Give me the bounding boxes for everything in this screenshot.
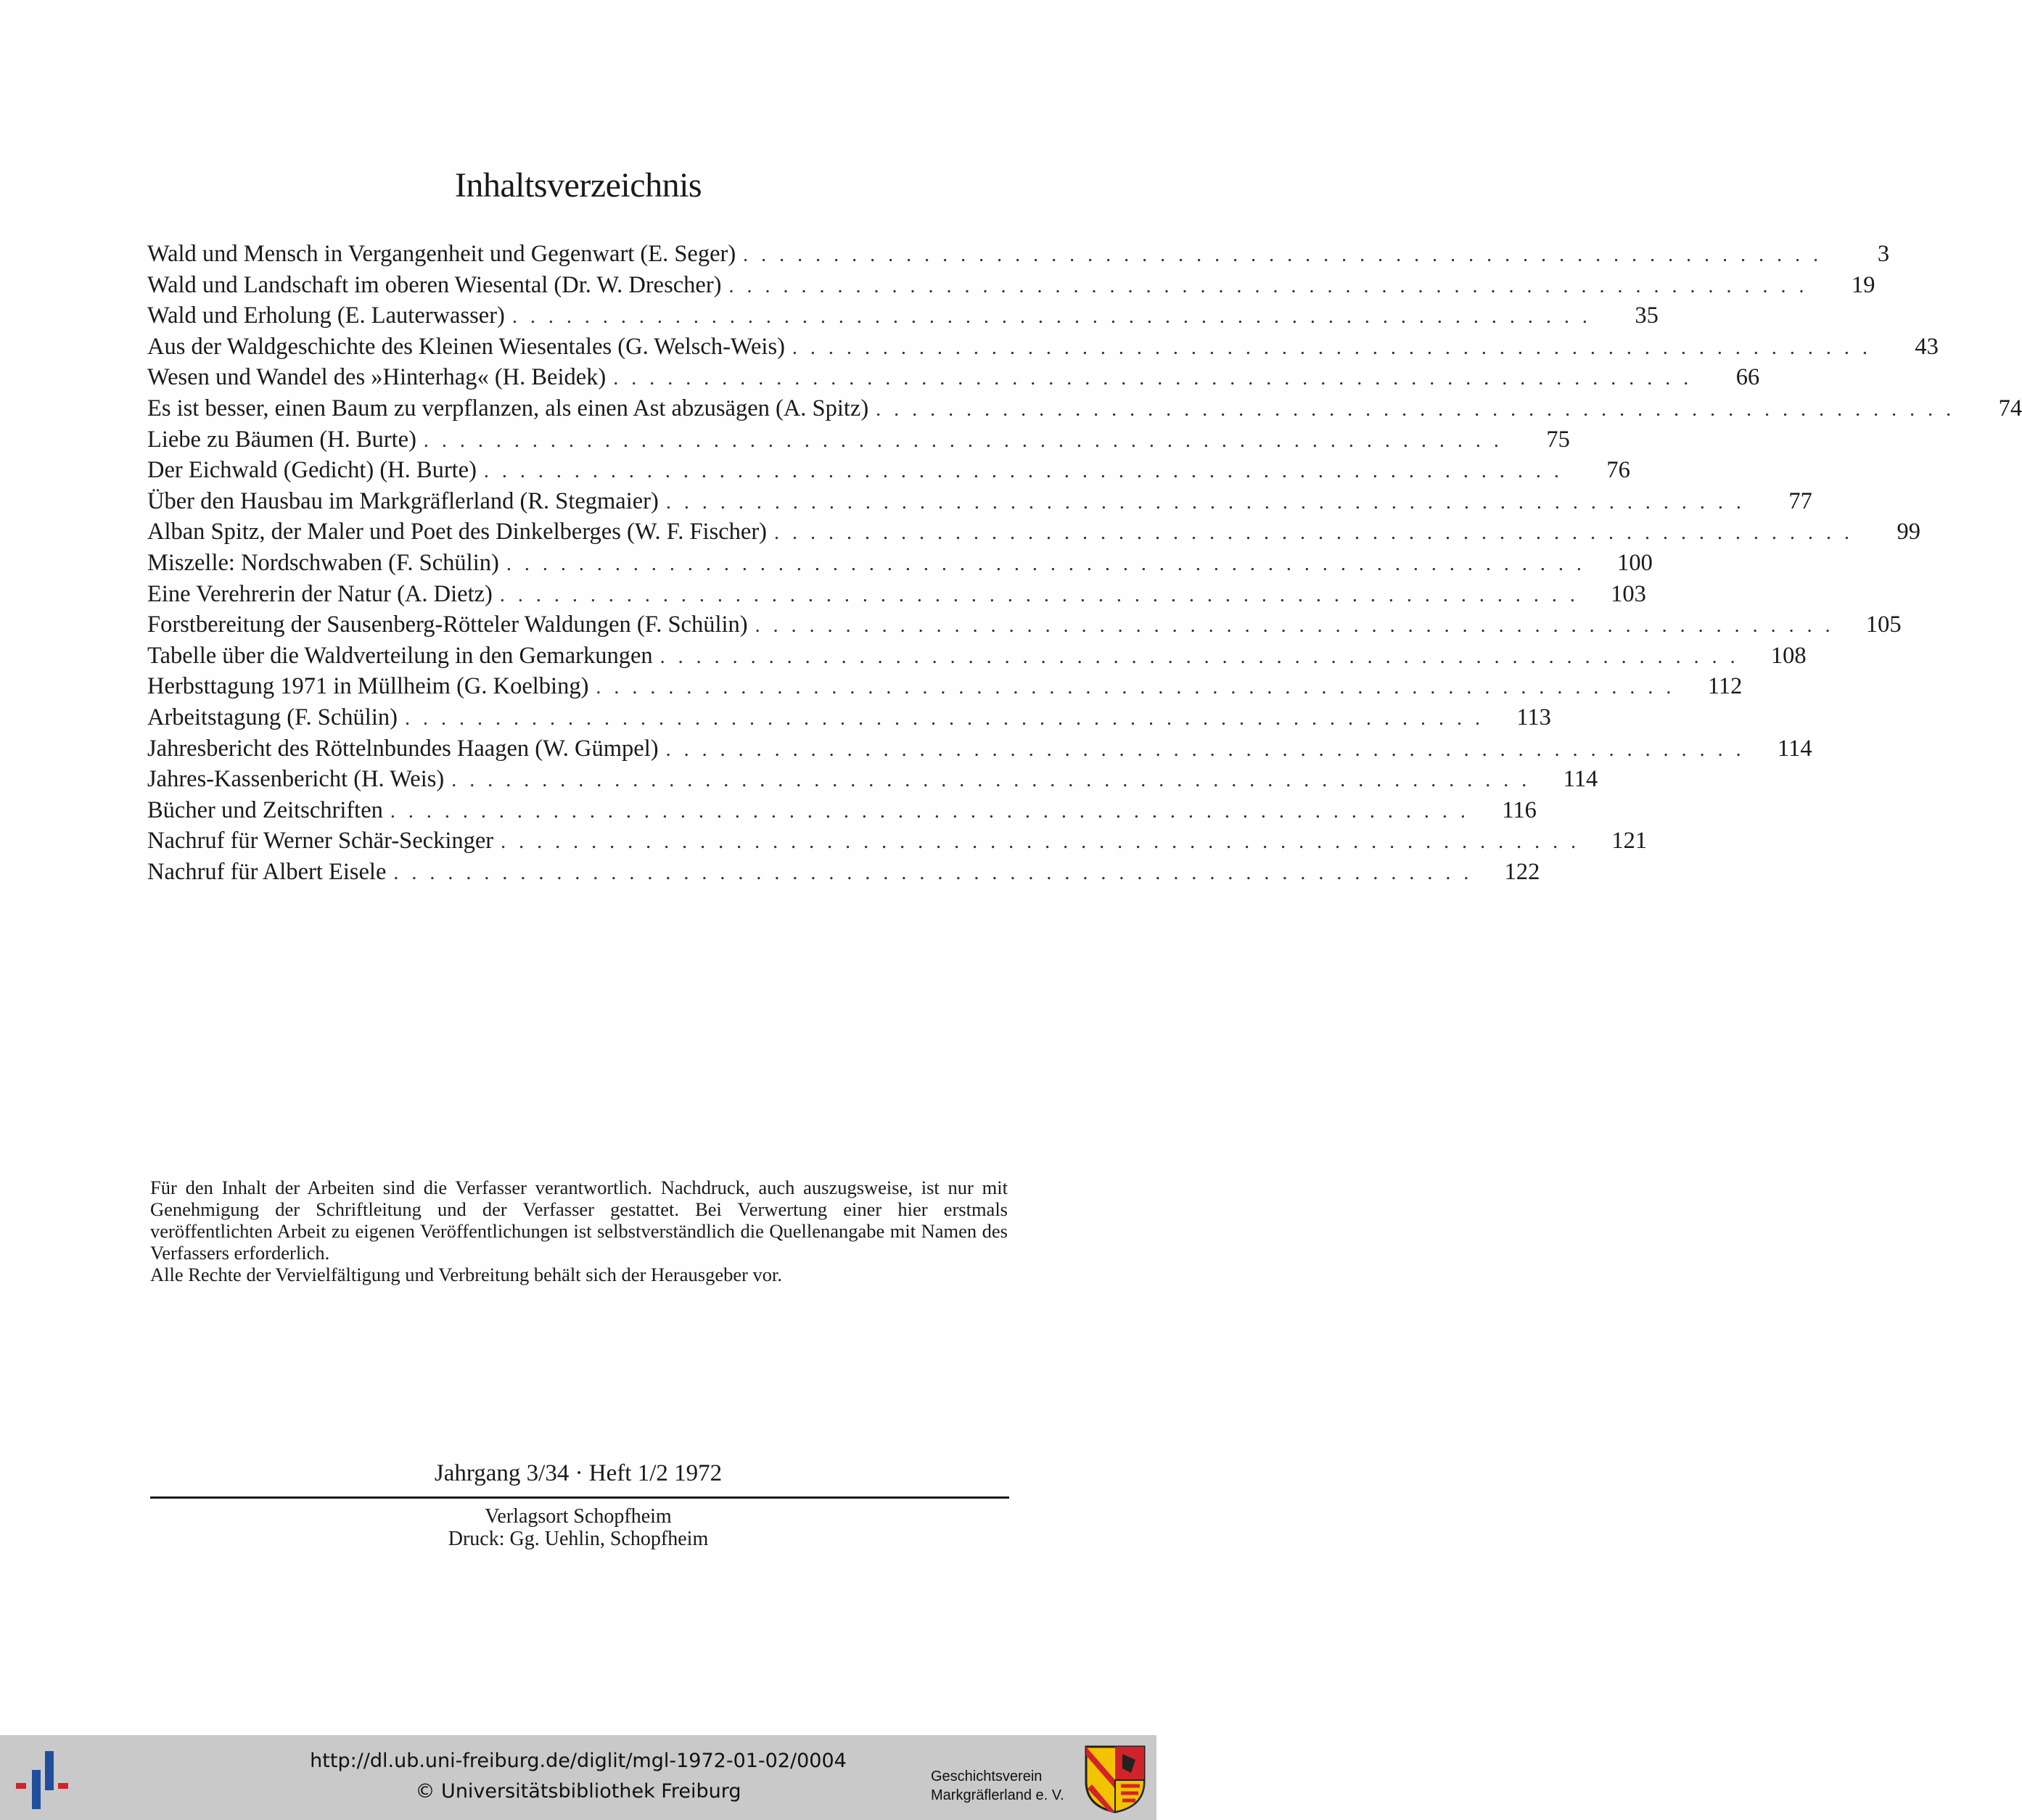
society-line-1: Geschichtsverein <box>931 1768 1043 1784</box>
toc-entry-page: 100 <box>1617 549 1653 576</box>
toc-entry-title: Wald und Erholung (E. Lauterwasser) <box>147 302 505 329</box>
toc-entry-title: Bücher und Zeitschriften <box>147 796 383 823</box>
toc-entry-page: 121 <box>1611 828 1648 855</box>
toc-entry <box>147 271 1875 303</box>
divider <box>150 1496 1009 1499</box>
toc-entry-title: Über den Hausbau im Markgräflerland (R. Stegmaier) <box>147 487 659 514</box>
toc-leader-dots: ............................................................ <box>665 490 1754 514</box>
toc-entry <box>147 642 1807 674</box>
toc-leader-dots: ............................................................ <box>728 274 1817 297</box>
toc-entry <box>147 519 1920 550</box>
toc-entry-page: 77 <box>1788 487 1812 514</box>
toc-entry <box>147 612 1902 643</box>
toc-entry-page: 43 <box>1915 333 1939 360</box>
toc-entry <box>147 828 1648 859</box>
publisher-place: Verlagsort Schopfheim <box>485 1505 672 1528</box>
toc-leader-dots: ............................................................ <box>404 707 1493 730</box>
toc-entry <box>147 426 1570 458</box>
toc-entry <box>147 673 1743 704</box>
toc-leader-dots: ............................................................ <box>665 738 1754 761</box>
toc-leader-dots: ............................................................ <box>423 429 1512 452</box>
toc-entry-page: 114 <box>1778 735 1812 762</box>
toc-entry <box>147 766 1598 797</box>
toc-entry-title: Herbsttagung 1971 in Müllheim (G. Koelbing) <box>147 673 589 700</box>
toc-leader-dots: ............................................................ <box>483 460 1572 483</box>
table-of-contents <box>147 241 2022 889</box>
toc-leader-dots: ............................................................ <box>506 552 1595 575</box>
toc-leader-dots: ............................................................ <box>393 861 1482 884</box>
toc-entry <box>147 395 2022 427</box>
toc-leader-dots: ............................................................ <box>390 799 1479 823</box>
toc-entry <box>147 241 1890 272</box>
toc-entry <box>147 364 1760 395</box>
toc-entry <box>147 735 1812 767</box>
toc-entry-page: 108 <box>1770 642 1807 669</box>
toc-entry <box>147 858 1540 890</box>
toc-leader-dots: ............................................................ <box>755 614 1844 638</box>
toc-entry-page: 103 <box>1611 580 1646 607</box>
toc-leader-dots: ............................................................ <box>451 769 1540 792</box>
toc-entry <box>147 796 1537 828</box>
page-title: Inhaltsverzeichnis <box>454 166 702 205</box>
toc-entry-title: Eine Verehrerin der Natur (A. Dietz) <box>147 580 493 607</box>
toc-entry-title: Wald und Landschaft im oberen Wiesental (Dr. W. Drescher) <box>147 271 722 298</box>
toc-entry-page: 76 <box>1606 457 1630 484</box>
toc-leader-dots: ............................................................ <box>499 583 1588 606</box>
toc-leader-dots: ............................................................ <box>596 676 1685 699</box>
toc-entry-page: 112 <box>1707 673 1743 700</box>
source-url-link[interactable]: http://dl.ub.uni-freiburg.de/diglit/mgl-1972-01-02/0004 <box>310 1750 847 1772</box>
toc-entry-page: 75 <box>1546 426 1570 453</box>
toc-entry <box>147 704 1551 736</box>
notice-paragraph: Für den Inhalt der Arbeiten sind die Verfasser verantwortlich. Nachdruck, auch auszugsweise, ist nur mit Genehmigung der Schriftleitung und der Verfasser gestattet. Bei Verwertung einer hier erstmals veröffentlichten Arbeit zu eigenen Veröffentlichungen ist selbstverständlich die Quellenangabe mit Namen des Verfassers erforderlich. <box>150 1177 1008 1264</box>
toc-entry-title: Liebe zu Bäumen (H. Burte) <box>147 426 416 453</box>
toc-entry-title: Miszelle: Nordschwaben (F. Schülin) <box>147 549 499 576</box>
toc-entry-page: 122 <box>1504 858 1540 885</box>
toc-entry-page: 66 <box>1735 364 1760 391</box>
toc-entry-title: Wesen und Wandel des »Hinterhag« (H. Beidek) <box>147 364 607 391</box>
toc-entry <box>147 302 1659 334</box>
toc-leader-dots: ............................................................ <box>876 398 1965 421</box>
toc-entry-title: Jahres-Kassenbericht (H. Weis) <box>147 766 445 793</box>
toc-entry-title: Der Eichwald (Gedicht) (H. Burte) <box>147 457 477 484</box>
toc-entry-page: 3 <box>1877 241 1890 267</box>
toc-entry <box>147 549 1653 581</box>
society-name <box>931 1767 1076 1805</box>
toc-entry-title: Forstbereitung der Sausenberg-Rötteler Waldungen (F. Schülin) <box>147 612 748 638</box>
society-line-2: Markgräflerland e. V. <box>931 1787 1064 1803</box>
toc-entry-page: 114 <box>1563 766 1598 793</box>
toc-leader-dots: ............................................................ <box>501 831 1590 854</box>
toc-entry-title: Nachruf für Albert Eisele <box>147 858 387 885</box>
toc-leader-dots: ............................................................ <box>743 244 1832 266</box>
coat-of-arms-icon[interactable] <box>1085 1745 1146 1813</box>
toc-leader-dots: ............................................................ <box>773 522 1862 545</box>
toc-entry-title: Aus der Waldgeschichte des Kleinen Wiesentales (G. Welsch-Weis) <box>147 333 785 360</box>
footer-bar <box>0 1735 1156 1820</box>
toc-entry <box>147 487 1812 519</box>
toc-entry-page: 113 <box>1516 704 1551 730</box>
toc-entry-title: Tabelle über die Waldverteilung in den Gemarkungen <box>147 642 653 669</box>
toc-entry-page: 116 <box>1502 796 1537 823</box>
toc-entry-title: Nachruf für Werner Schär-Seckinger <box>147 828 494 855</box>
toc-entry-page: 35 <box>1635 302 1659 329</box>
toc-entry-page: 74 <box>1998 395 2022 421</box>
toc-entry-title: Arbeitstagung (F. Schülin) <box>147 704 398 730</box>
toc-leader-dots: ............................................................ <box>792 336 1881 359</box>
toc-entry-title: Es ist besser, einen Baum zu verpflanzen, als einen Ast abzusägen (A. Spitz) <box>147 395 869 421</box>
toc-entry-title: Jahresbericht des Röttelnbundes Haagen (W. Gümpel) <box>147 735 659 762</box>
toc-leader-dots: ............................................................ <box>659 645 1748 668</box>
toc-leader-dots: ............................................................ <box>613 367 1702 390</box>
toc-entry <box>147 580 1646 612</box>
toc-entry-title: Wald und Mensch in Vergangenheit und Gegenwart (E. Seger) <box>147 241 736 267</box>
toc-leader-dots: ............................................................ <box>511 305 1600 329</box>
publisher-printer: Druck: Gg. Uehlin, Schopfheim <box>448 1528 709 1550</box>
toc-entry <box>147 457 1630 488</box>
toc-entry-page: 105 <box>1865 612 1902 638</box>
toc-entry-page: 99 <box>1896 519 1920 545</box>
toc-entry <box>147 333 1939 365</box>
toc-entry-title: Alban Spitz, der Maler und Poet des Dinkelberges (W. F. Fischer) <box>147 519 767 545</box>
copyright-line: © Universitätsbibliothek Freiburg <box>415 1780 741 1803</box>
copyright-notice <box>150 1177 1008 1285</box>
rights-paragraph: Alle Rechte der Vervielfältigung und Verbreitung behält sich der Herausgeber vor. <box>150 1264 783 1285</box>
publisher-info <box>0 1505 1156 1550</box>
toc-entry-page: 19 <box>1851 271 1875 298</box>
issue-info: Jahrgang 3/34 · Heft 1/2 1972 <box>434 1460 723 1486</box>
